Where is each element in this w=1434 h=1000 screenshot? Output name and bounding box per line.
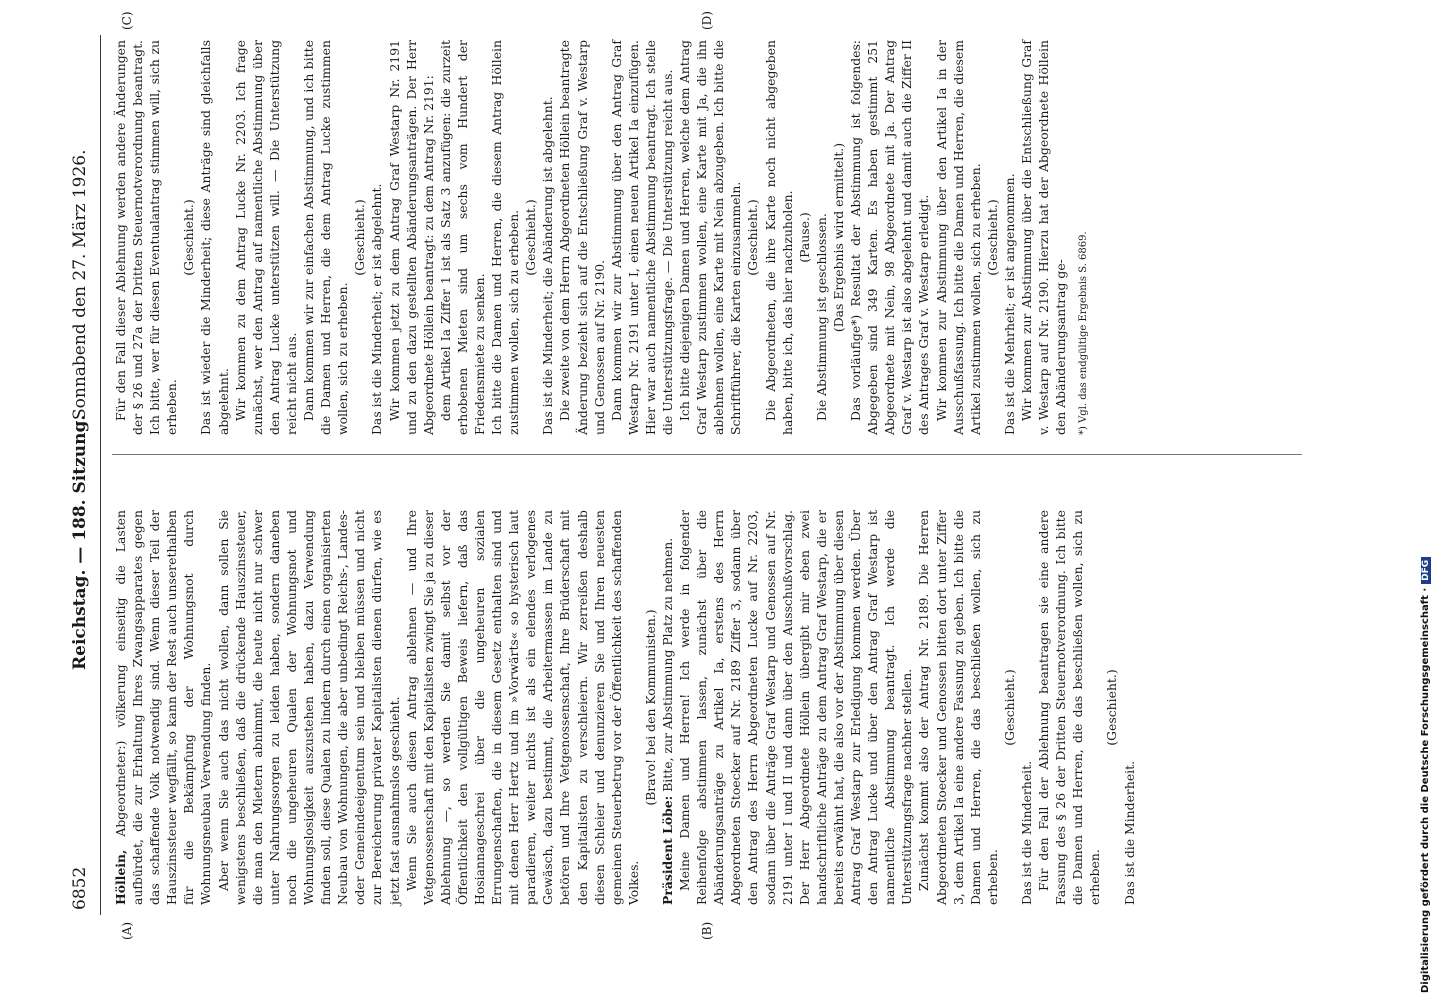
paragraph: Meine Damen und Herren! Ich werde in folgender Reihenfolge abstimmen lassen, zunächst über die Abänderungsanträge zu Artikel Ia, erstens des Herrn Abgeordneten Stoecker auf Nr. 2189 Ziffer 3, sodann über den Antrag des Herrn Abgeordneten Lucke auf Nr. 2203, sodann über die Anträge Graf Westarp und Genossen auf Nr. 2191 unter I und II und dann über den Ausschußvorschlag. Der Herr Abgeordnete Höllein übergibt mir eben zwei handschriftliche Anträge zu dem Antrag Graf Westarp, die er bereits erwähnt hat, die also vor der Abstimmung über diesen Antrag Graf Westarp zur Erledigung kommen werden. Über den Antrag Lucke und über den Antrag Graf Westarp ist namentliche Abstimmung beantragt. Ich werde die Unterstützungsfrage nachher stellen.	[677, 510, 915, 905]
paragraph: Wir kommen jetzt zu dem Antrag Graf Westarp Nr. 2191 und zu den dazu gestellten Abänderungsanträgen. Der Herr Abgeordnete Höllein beantragt: zu dem Antrag Nr. 2191:	[386, 40, 436, 435]
stage-direction: (Geschieht.)	[1104, 669, 1120, 746]
stage-direction: (Pause.)	[796, 212, 812, 263]
paragraph: Wir kommen zu dem Antrag Lucke Nr. 2203. Ich frage zunächst, wer den Antrag auf namentliche Abstimmung über den Antrag Lucke unterstützen will. — Die Unterstützung reicht nicht aus.	[232, 40, 299, 435]
paragraph: Dann kommen wir zur Abstimmung über den Antrag Graf Westarp Nr. 2191 unter I, einen neuen Artikel Ia einzufügen. Hier war auch namentliche Abstimmung beantragt. Ich stelle die Unterstützungsfrage. — Die Unterstützung reicht aus.	[608, 40, 675, 435]
margin-marker-a: (A)	[120, 921, 134, 940]
stage-direction: (Geschieht.)	[181, 199, 197, 276]
stage-direction: (Geschieht.)	[745, 199, 761, 276]
paragraph: dem Artikel Ia Ziffer 1 ist als Satz 3 anzufügen: die zurzeit erhobenen Mieten sind um sechs vom Hundert der Friedensmiete zu senken.	[437, 40, 487, 435]
speech-text: völkerung einseitig die Lasten aufbürdet, die zur Erhaltung Ihres Zwangsapparates gegen das schaffende Volk notwendig sind. Wenn dieser Teil der Hauszinssteuer wegfällt, so kann der Rest auch unserethalben für die Bekämpfung der Wohnungsnot durch Wohnungsneubau Verwendung finden.	[113, 510, 214, 905]
footnote: *) Vgl. das endgültige Ergebnis S. 6869.	[1078, 231, 1090, 435]
speaker-role: Abgeordneter:)	[113, 740, 128, 837]
paragraph: Das vorläufige*) Resultat der Abstimmung ist folgendes: Abgegeben sind 349 Karten. Es haben gestimmt 251 Abgeordnete mit Nein, 98 Abgeordnete mit Ja. Der Antrag Graf v. Westarp ist also abgelehnt und damit auch die Ziffer II des Antrages Graf v. Westarp erledigt.	[848, 40, 932, 435]
digitization-credit	[1420, 8, 1434, 993]
speaker-name: Höllein,	[113, 849, 128, 905]
stage-direction: (Bravo! bei den Kommunisten.)	[642, 609, 658, 806]
margin-marker-c: (C)	[120, 11, 134, 30]
paragraph: Die zweite von dem Herrn Abgeordneten Höllein beantragte Änderung bezieht sich auf die Entschließung Graf v. Westarp und Genossen auf Nr. 2190.	[557, 40, 607, 435]
paragraph: Die Abgeordneten, die ihre Karte noch nicht abgegeben haben, bitte ich, das hier nachzuholen.	[762, 40, 795, 435]
paragraph: Ich bitte diejenigen Damen und Herren, welche dem Antrag Graf Westarp zustimmen wollen, eine Karte mit Ja, die ihn ablehnen wollen, eine Karte mit Nein abzugeben. Ich bitte die Schriftführer, die Karten einzusammeln.	[677, 40, 744, 435]
paragraph: Aber wenn Sie auch das nicht wollen, dann sollen Sie wenigstens beschließen, daß die drückende Hauszinssteuer, die man den Mietern abnimmt, die heute nicht nur schwer unter Nahrungssorgen zu leiden haben, sondern daneben noch die ungeheuren Qualen der Wohnungsnot und Wohnungslosigkeit auszustehen haben, dazu Verwendung finden soll, diese Qualen zu lindern durch einen organisierten Neubau von Wohnungen, die aber unbedingt Reichs-, Landes- oder Gemeindeeigentum sein und bleiben müssen und nicht zur Bereicherung privater Kapitalisten dienen dürfen, wie es jetzt fast ausnahmslos geschieht.	[215, 510, 402, 905]
paragraph: Das ist die Minderheit.	[1121, 760, 1137, 905]
stage-direction: (Das Ergebnis wird ermittelt.)	[830, 142, 846, 333]
speech-text: Bitte, zur Abstimmung Platz zu nehmen.	[660, 537, 675, 792]
speaker-paragraph	[112, 510, 215, 905]
paragraph: Für den Fall der Ablehnung beantragen sie eine andere Fassung des § 26 der Dritten Steuernotverordnung. Ich bitte die Damen und Herren, die das beschließen wollen, sich zu erheben.	[1036, 510, 1103, 905]
paragraph: Das ist die Minderheit; er ist abgelehnt.	[369, 183, 385, 435]
column-divider	[112, 454, 1302, 455]
speaker-paragraph	[659, 510, 676, 905]
left-running-title: Reichstag. — 188. Sitzung.	[70, 414, 90, 670]
stage-direction: (Geschieht.)	[984, 199, 1000, 276]
paragraph: Das ist die Mehrheit; er ist angenommen.	[1001, 173, 1017, 435]
paragraph: Ich bitte die Damen und Herren, die diesem Antrag Höllein zustimmen wollen, sich zu erheben.	[489, 40, 522, 435]
paragraph: Für den Fall dieser Ablehnung werden andere Änderungen der § 26 und 27a der Dritten Steuernotverordnung beantragt. Ich bitte, wer für diesen Eventualantrag stimmen will, sich zu erheben.	[113, 40, 180, 435]
paragraph: Wenn Sie auch diesen Antrag ablehnen — und Ihre Vetgenossenschaft mit den Kapitalisten zwingt Sie ja zu dieser Ablehnung —, so werden Sie damit selbst vor der Öffentlichkeit den vollgültigen Beweis liefern, daß das Hosiannageschrei über die ungeheuren sozialen Errungenschaften, die in diesem Gesetz enthalten sind und mit denen Herr Hertz und im »Vorwärts« so hysterisch laut paradieren, weiter nichts ist als ein elendes verlogenes Gewäsch, dazu bestimmt, die Arbeitermassen im Lande zu betören und Ihre Vetgenossenschaft, Ihre Brüderschaft mit den Kapitalisten zu verschleiern. Wir zerreißen deshalb diesen Schleier und denunzieren Sie und Ihren neuesten gemeinen Steuerbetrug vor der Öffentlichkeit des schaffenden Volkes.	[403, 510, 641, 905]
paragraph: Das ist wieder die Minderheit; diese Anträge sind gleichfalls abgelehnt.	[198, 40, 231, 435]
page-header	[70, 0, 100, 1000]
dfg-logo: DFG	[1421, 557, 1431, 584]
paragraph: Das ist die Minderheit.	[1018, 760, 1034, 905]
stage-direction: (Geschieht.)	[523, 199, 539, 276]
paragraph: Wir kommen zur Abstimmung über die Entschließung Graf v. Westarp auf Nr. 2190. Hierzu hat der Abgeordnete Höllein den Abänderungsantrag ge-	[1018, 40, 1069, 435]
credit-text: Digitalisierung gefördert durch die Deutsche Forschungsgemeinschaft ·	[1420, 587, 1431, 993]
paragraph: Die Abstimmung ist geschlossen.	[813, 213, 829, 421]
paragraph: Zunächst kommt also der Antrag Nr. 2189. Die Herren Abgeordneten Stoecker und Genossen bitten dort unter Ziffer 3, dem Artikel Ia eine andere Fassung zu geben. Ich bitte die Damen und Herren, die das beschließen wollen, sich zu erheben.	[916, 510, 1000, 905]
speaker-name: Präsident Löbe:	[660, 795, 675, 905]
left-column	[112, 510, 1138, 905]
paragraph: Wir kommen zur Abstimmung über den Artikel Ia in der Ausschußfassung. Ich bitte die Damen und Herren, die diesem Artikel zustimmen wollen, sich zu erheben.	[933, 40, 983, 435]
stage-direction: (Geschieht.)	[1001, 669, 1017, 746]
right-running-title: Sonnabend den 27. März 1926.	[70, 149, 90, 420]
page-number: 6852	[70, 866, 90, 910]
margin-marker-b: (B)	[700, 921, 714, 940]
paragraph: Dann kommen wir zur einfachen Abstimmung, und ich bitte die Damen und Herren, die dem Antrag Lucke zustimmen wollen, sich zu erheben.	[301, 40, 351, 435]
paragraph: Das ist die Minderheit; die Abänderung ist abgelehnt.	[540, 96, 556, 435]
margin-marker-d: (D)	[700, 11, 714, 30]
header-rule	[100, 35, 101, 915]
right-column	[112, 40, 1092, 435]
stage-direction: (Geschieht.)	[352, 199, 368, 276]
